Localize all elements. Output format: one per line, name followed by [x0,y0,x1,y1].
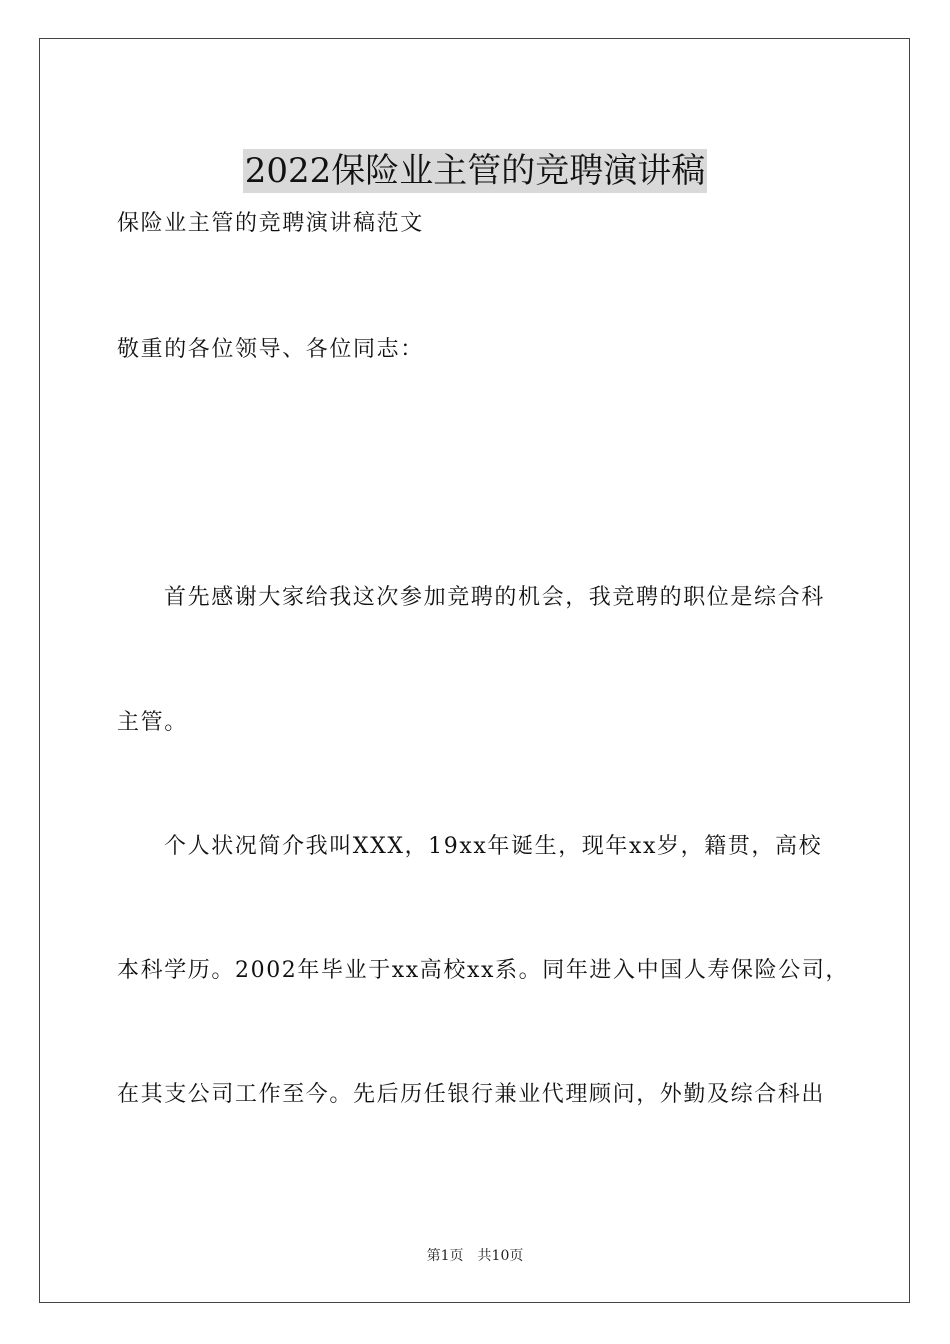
body-line-1: 首先感谢大家给我这次参加竞聘的机会，我竞聘的职位是综合科 [164,585,825,610]
title-container [0,126,950,216]
document-subtitle: 保险业主管的竞聘演讲稿范文 [117,211,424,236]
body-line-4: 本科学历。2002年毕业于xx高校xx系。同年进入中国人寿保险公司， [117,958,850,983]
page-number: 第1页 [426,1248,464,1264]
greeting-line: 敬重的各位领导、各位同志： [117,337,424,362]
document-title: 2022保险业主管的竞聘演讲稿 [244,150,706,191]
body-line-5: 在其支公司工作至今。先后历任银行兼业代理顾问，外勤及综合科出 [117,1082,826,1107]
page-total: 共10页 [477,1248,524,1264]
body-line-3: 个人状况简介我叫XXX，19xx年诞生，现年xx岁，籍贯，高校 [164,834,823,859]
body-line-2: 主管。 [117,710,188,735]
page-footer [0,1247,950,1265]
